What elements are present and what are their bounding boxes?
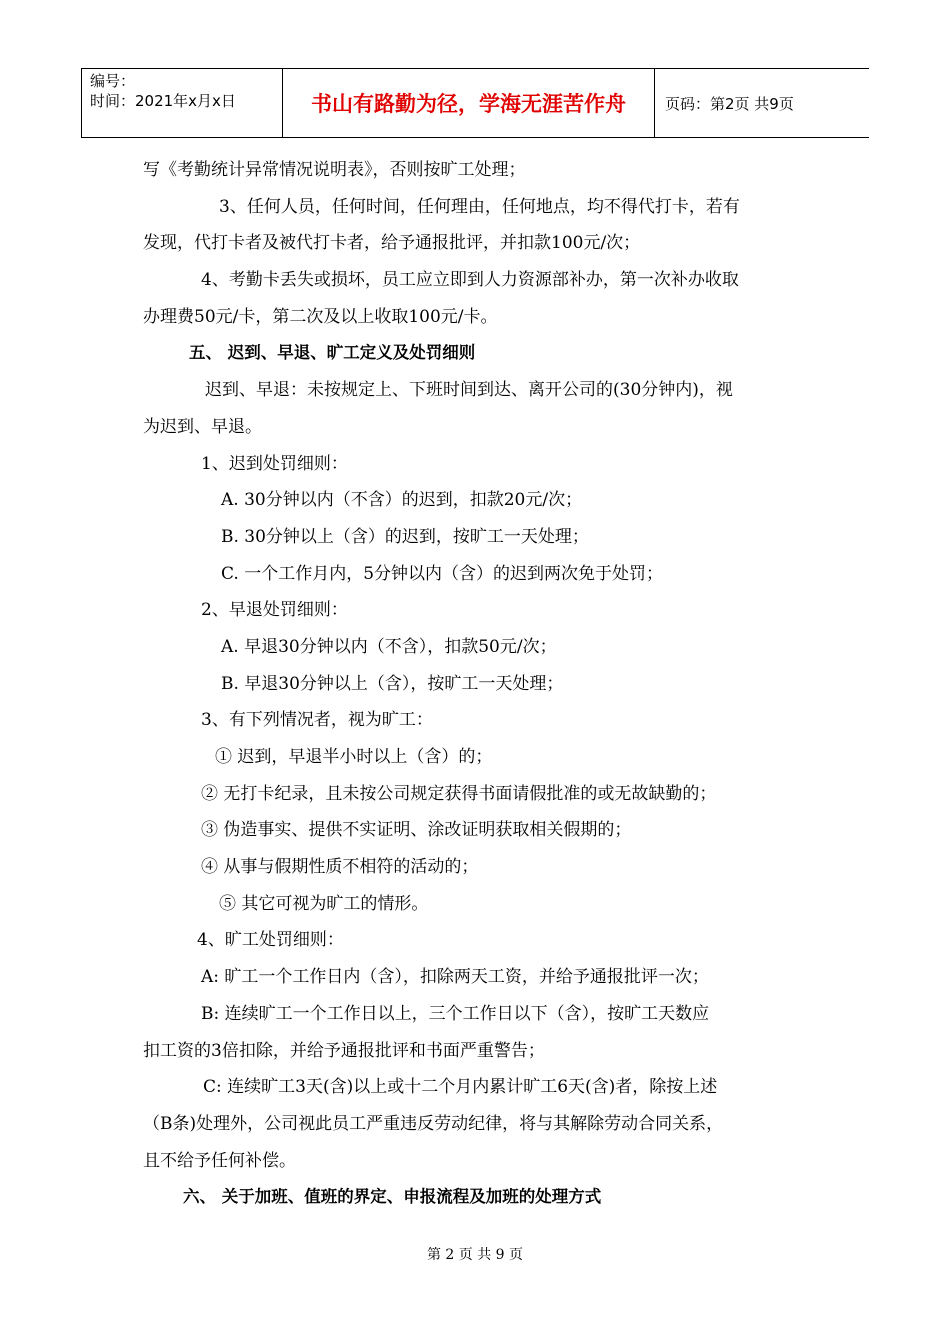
body-line: 3、任何人员，任何时间，任何理由，任何地点，均不得代打卡，若有 [219,196,740,217]
body-line: ④ 从事与假期性质不相符的活动的； [201,857,479,878]
body-line: 扣工资的3倍扣除，并给予通报批评和书面严重警告； [143,1040,545,1061]
body-line: ① 迟到，早退半小时以上（含）的； [215,747,493,767]
body-line: 2、早退处罚细则： [201,600,348,621]
document-body [143,152,808,1216]
time-label: 时间：2021年x月x日 [90,92,236,110]
body-line: C. 一个工作月内，5分钟以内（含）的迟到两次免于处罚； [221,563,664,584]
body-line: B: 连续旷工一个工作日以上，三个工作日以下（含），按旷工天数应 [201,1003,710,1024]
body-line: ③ 伪造事实、提供不实证明、涂改证明获取相关假期的； [201,820,632,841]
body-line: C: 连续旷工3天(含)以上或十二个月内累计旷工6天(含)者，除按上述 [203,1077,718,1098]
body-line: 1、迟到处罚细则： [201,453,348,474]
body-line: 4、考勤卡丢失或损坏，员工应立即到人力资源部补办，第一次补办收取 [201,270,739,291]
header-meta [81,69,283,137]
body-line: ② 无打卡纪录，且未按公司规定获得书面请假批准的或无故缺勤的； [201,783,717,804]
page-footer: 第 2 页 共 9 页 [426,1247,524,1263]
body-line: B. 30分钟以上（含）的迟到，按旷工一天处理； [221,526,589,547]
body-line: A. 早退30分钟以内（不含），扣款50元/次； [221,636,557,657]
page-header [81,68,869,138]
number-label: 编号： [90,72,136,90]
body-line: 发现，代打卡者及被代打卡者，给予通报批评，并扣款100元/次； [143,233,641,254]
body-line: 3、有下列情况者，视为旷工： [201,710,433,731]
body-line: 办理费50元/卡，第二次及以上收取100元/卡。 [143,306,498,327]
section-heading: 五、 迟到、早退、旷工定义及处罚细则 [189,343,476,363]
header-page-number: 页码：第2页 共9页 [665,94,794,113]
body-line: （B条)处理外，公司视此员工严重违反劳动纪律，将与其解除劳动合同关系， [143,1113,724,1134]
section-heading: 六、 关于加班、值班的界定、申报流程及加班的处理方式 [183,1187,602,1207]
body-line: A. 30分钟以内（不含）的迟到，扣款20元/次； [221,490,583,511]
body-line: 且不给予任何补偿。 [143,1150,296,1171]
body-line: A: 旷工一个工作日内（含），扣除两天工资，并给予通报批评一次； [201,967,709,988]
body-line: 4、旷工处罚细则： [197,930,344,951]
body-line: B. 早退30分钟以上（含），按旷工一天处理； [221,673,564,694]
header-motto: 书山有路勤为径，学海无涯苦作舟 [283,69,655,137]
body-line: ⑤ 其它可视为旷工的情形。 [219,893,429,914]
body-line: 为迟到、早退。 [143,416,262,437]
body-line: 迟到、早退：未按规定上、下班时间到达、离开公司的(30分钟内)，视 [205,380,733,401]
body-line: 写《考勤统计异常情况说明表》，否则按旷工处理； [143,160,526,180]
